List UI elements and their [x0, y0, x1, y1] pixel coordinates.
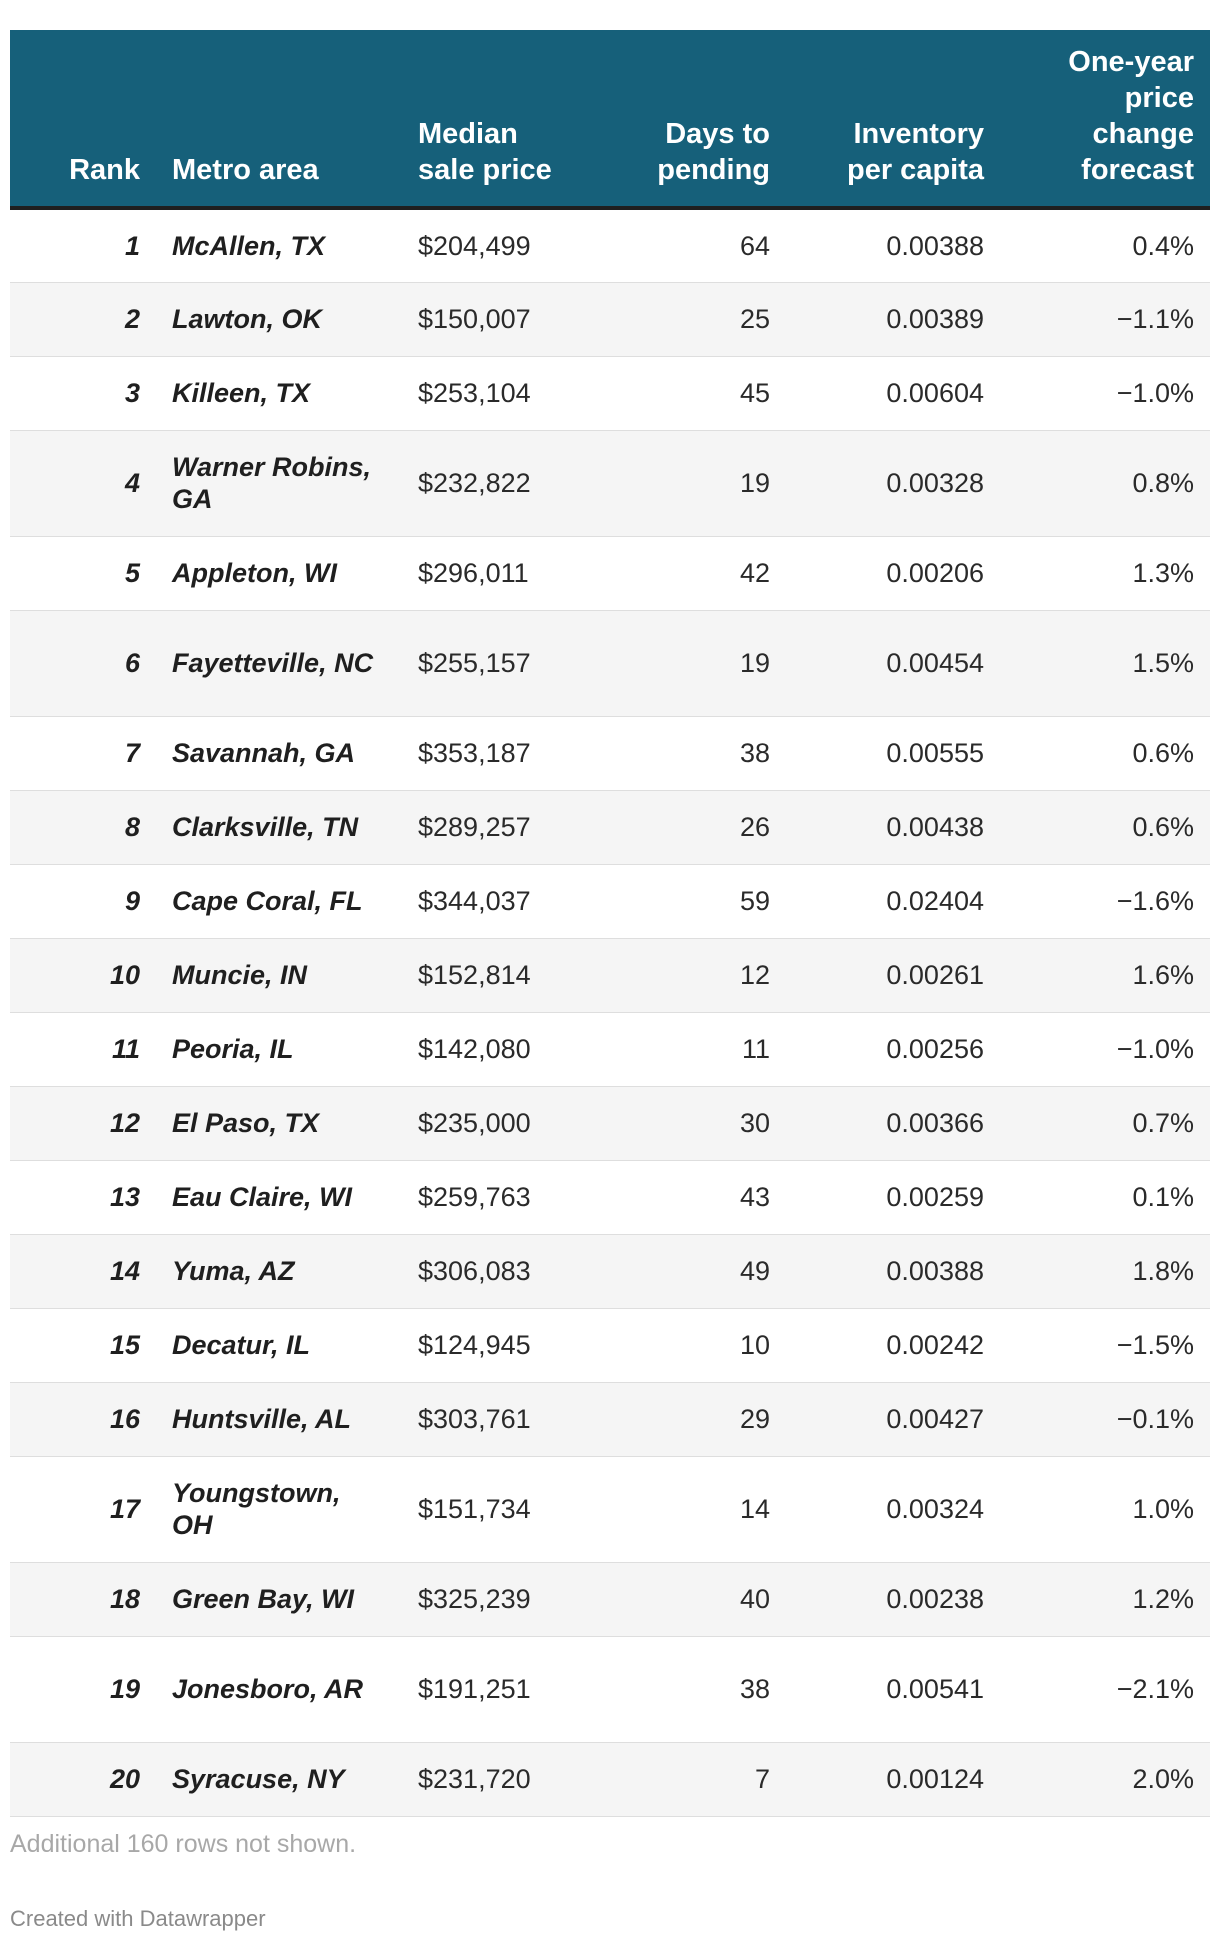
table-row: [10, 1636, 1210, 1742]
rank-cell: 10: [10, 938, 156, 1012]
table-row: [10, 1742, 1210, 1816]
median-sale-price-cell: $296,011: [402, 536, 572, 610]
rank-cell: 20: [10, 1742, 156, 1816]
inventory-per-capita-cell: 0.00259: [786, 1160, 1000, 1234]
inventory-per-capita-cell: 0.00238: [786, 1562, 1000, 1636]
metro-area-cell: Peoria, IL: [156, 1012, 402, 1086]
rank-cell: 12: [10, 1086, 156, 1160]
rank-cell: 1: [10, 208, 156, 282]
metro-area-cell: McAllen, TX: [156, 208, 402, 282]
metro-area-cell: Clarksville, TN: [156, 790, 402, 864]
days-to-pending-cell: 14: [572, 1456, 786, 1562]
metro-area-cell: Warner Robins, GA: [156, 430, 402, 536]
price-change-forecast-cell: −1.0%: [1000, 1012, 1210, 1086]
days-to-pending-cell: 64: [572, 208, 786, 282]
table-row: [10, 1308, 1210, 1382]
table-row: [10, 208, 1210, 282]
days-to-pending-cell: 42: [572, 536, 786, 610]
days-to-pending-cell: 38: [572, 716, 786, 790]
inventory-per-capita-cell: 0.00124: [786, 1742, 1000, 1816]
price-change-forecast-cell: 0.8%: [1000, 430, 1210, 536]
metro-area-cell: Huntsville, AL: [156, 1382, 402, 1456]
median-sale-price-cell: $259,763: [402, 1160, 572, 1234]
inventory-per-capita-cell: 0.00206: [786, 536, 1000, 610]
price-change-forecast-cell: 0.6%: [1000, 790, 1210, 864]
table-row: [10, 938, 1210, 1012]
median-sale-price-cell: $150,007: [402, 282, 572, 356]
inventory-per-capita-cell: 0.00438: [786, 790, 1000, 864]
price-change-forecast-cell: 1.2%: [1000, 1562, 1210, 1636]
median-sale-price-cell: $151,734: [402, 1456, 572, 1562]
table-row: [10, 1456, 1210, 1562]
price-change-forecast-cell: −1.0%: [1000, 356, 1210, 430]
median-sale-price-cell: $235,000: [402, 1086, 572, 1160]
median-sale-price-cell: $344,037: [402, 864, 572, 938]
rows-not-shown-note: Additional 160 rows not shown.: [10, 1830, 357, 1858]
price-change-forecast-cell: −1.1%: [1000, 282, 1210, 356]
inventory-per-capita-cell: 0.00388: [786, 208, 1000, 282]
inventory-per-capita-cell: 0.00388: [786, 1234, 1000, 1308]
table-row: [10, 790, 1210, 864]
table-row: [10, 610, 1210, 716]
metro-area-cell: Youngstown, OH: [156, 1456, 402, 1562]
table-row: [10, 536, 1210, 610]
days-to-pending-cell: 19: [572, 610, 786, 716]
table-row: [10, 864, 1210, 938]
metro-area-cell: Green Bay, WI: [156, 1562, 402, 1636]
inventory-per-capita-cell: 0.02404: [786, 864, 1000, 938]
median-sale-price-cell: $306,083: [402, 1234, 572, 1308]
metro-area-cell: Decatur, IL: [156, 1308, 402, 1382]
column-header-days-to-pending[interactable]: Days to pending: [572, 30, 786, 208]
price-change-forecast-cell: 0.6%: [1000, 716, 1210, 790]
table-row: [10, 1382, 1210, 1456]
metro-area-cell: Fayetteville, NC: [156, 610, 402, 716]
rank-cell: 17: [10, 1456, 156, 1562]
rank-cell: 18: [10, 1562, 156, 1636]
price-change-forecast-cell: 1.5%: [1000, 610, 1210, 716]
median-sale-price-cell: $325,239: [402, 1562, 572, 1636]
inventory-per-capita-cell: 0.00261: [786, 938, 1000, 1012]
median-sale-price-cell: $191,251: [402, 1636, 572, 1742]
days-to-pending-cell: 30: [572, 1086, 786, 1160]
median-sale-price-cell: $253,104: [402, 356, 572, 430]
price-change-forecast-cell: 0.1%: [1000, 1160, 1210, 1234]
inventory-per-capita-cell: 0.00389: [786, 282, 1000, 356]
days-to-pending-cell: 43: [572, 1160, 786, 1234]
price-change-forecast-cell: 1.0%: [1000, 1456, 1210, 1562]
inventory-per-capita-cell: 0.00256: [786, 1012, 1000, 1086]
days-to-pending-cell: 49: [572, 1234, 786, 1308]
days-to-pending-cell: 11: [572, 1012, 786, 1086]
median-sale-price-cell: $289,257: [402, 790, 572, 864]
rank-cell: 2: [10, 282, 156, 356]
table-row: [10, 430, 1210, 536]
metro-area-cell: Savannah, GA: [156, 716, 402, 790]
inventory-per-capita-cell: 0.00541: [786, 1636, 1000, 1742]
rank-cell: 6: [10, 610, 156, 716]
days-to-pending-cell: 26: [572, 790, 786, 864]
median-sale-price-cell: $303,761: [402, 1382, 572, 1456]
data-table: [10, 30, 1210, 1817]
inventory-per-capita-cell: 0.00328: [786, 430, 1000, 536]
price-change-forecast-cell: −1.6%: [1000, 864, 1210, 938]
rank-cell: 9: [10, 864, 156, 938]
inventory-per-capita-cell: 0.00427: [786, 1382, 1000, 1456]
metro-area-cell: Cape Coral, FL: [156, 864, 402, 938]
rank-cell: 8: [10, 790, 156, 864]
price-change-forecast-cell: 1.3%: [1000, 536, 1210, 610]
median-sale-price-cell: $142,080: [402, 1012, 572, 1086]
inventory-per-capita-cell: 0.00555: [786, 716, 1000, 790]
table-body: [10, 208, 1210, 1816]
rank-cell: 19: [10, 1636, 156, 1742]
days-to-pending-cell: 12: [572, 938, 786, 1012]
rank-cell: 5: [10, 536, 156, 610]
price-change-forecast-cell: 0.7%: [1000, 1086, 1210, 1160]
table-row: [10, 1234, 1210, 1308]
column-header-inventory-per-capita[interactable]: Inventory per capita: [786, 30, 1000, 208]
rank-cell: 15: [10, 1308, 156, 1382]
days-to-pending-cell: 40: [572, 1562, 786, 1636]
median-sale-price-cell: $353,187: [402, 716, 572, 790]
price-change-forecast-cell: −1.5%: [1000, 1308, 1210, 1382]
price-change-forecast-cell: 1.6%: [1000, 938, 1210, 1012]
price-change-forecast-cell: 0.4%: [1000, 208, 1210, 282]
price-change-forecast-cell: 2.0%: [1000, 1742, 1210, 1816]
median-sale-price-cell: $231,720: [402, 1742, 572, 1816]
metro-area-cell: Appleton, WI: [156, 536, 402, 610]
table-row: [10, 1562, 1210, 1636]
price-change-forecast-cell: 1.8%: [1000, 1234, 1210, 1308]
metro-area-cell: Lawton, OK: [156, 282, 402, 356]
median-sale-price-cell: $255,157: [402, 610, 572, 716]
days-to-pending-cell: 10: [572, 1308, 786, 1382]
inventory-per-capita-cell: 0.00324: [786, 1456, 1000, 1562]
table-row: [10, 1160, 1210, 1234]
table-header: [10, 30, 1210, 208]
days-to-pending-cell: 45: [572, 356, 786, 430]
median-sale-price-cell: $232,822: [402, 430, 572, 536]
days-to-pending-cell: 59: [572, 864, 786, 938]
table-row: [10, 716, 1210, 790]
rank-cell: 11: [10, 1012, 156, 1086]
rank-cell: 7: [10, 716, 156, 790]
rank-cell: 4: [10, 430, 156, 536]
datawrapper-credit: Created with Datawrapper: [10, 1906, 266, 1931]
inventory-per-capita-cell: 0.00366: [786, 1086, 1000, 1160]
price-change-forecast-cell: −0.1%: [1000, 1382, 1210, 1456]
price-change-forecast-cell: −2.1%: [1000, 1636, 1210, 1742]
days-to-pending-cell: 29: [572, 1382, 786, 1456]
table-row: [10, 1086, 1210, 1160]
median-sale-price-cell: $124,945: [402, 1308, 572, 1382]
metro-area-cell: El Paso, TX: [156, 1086, 402, 1160]
median-sale-price-cell: $152,814: [402, 938, 572, 1012]
column-header-median-sale-price[interactable]: Median sale price: [402, 30, 572, 208]
rank-cell: 3: [10, 356, 156, 430]
inventory-per-capita-cell: 0.00242: [786, 1308, 1000, 1382]
rank-cell: 14: [10, 1234, 156, 1308]
table-row: [10, 356, 1210, 430]
median-sale-price-cell: $204,499: [402, 208, 572, 282]
days-to-pending-cell: 25: [572, 282, 786, 356]
table-row: [10, 282, 1210, 356]
column-header-metro-area[interactable]: Metro area: [156, 30, 402, 208]
metro-area-cell: Muncie, IN: [156, 938, 402, 1012]
metro-area-cell: Jonesboro, AR: [156, 1636, 402, 1742]
days-to-pending-cell: 7: [572, 1742, 786, 1816]
inventory-per-capita-cell: 0.00454: [786, 610, 1000, 716]
rank-cell: 13: [10, 1160, 156, 1234]
table-row: [10, 1012, 1210, 1086]
metro-area-cell: Yuma, AZ: [156, 1234, 402, 1308]
metro-area-cell: Eau Claire, WI: [156, 1160, 402, 1234]
days-to-pending-cell: 38: [572, 1636, 786, 1742]
header-row: [10, 30, 1210, 208]
column-header-rank[interactable]: Rank: [10, 30, 156, 208]
inventory-per-capita-cell: 0.00604: [786, 356, 1000, 430]
days-to-pending-cell: 19: [572, 430, 786, 536]
rank-cell: 16: [10, 1382, 156, 1456]
metro-area-cell: Syracuse, NY: [156, 1742, 402, 1816]
column-header-price-change-forecast[interactable]: One-year price change forecast: [1000, 30, 1210, 208]
metro-area-cell: Killeen, TX: [156, 356, 402, 430]
